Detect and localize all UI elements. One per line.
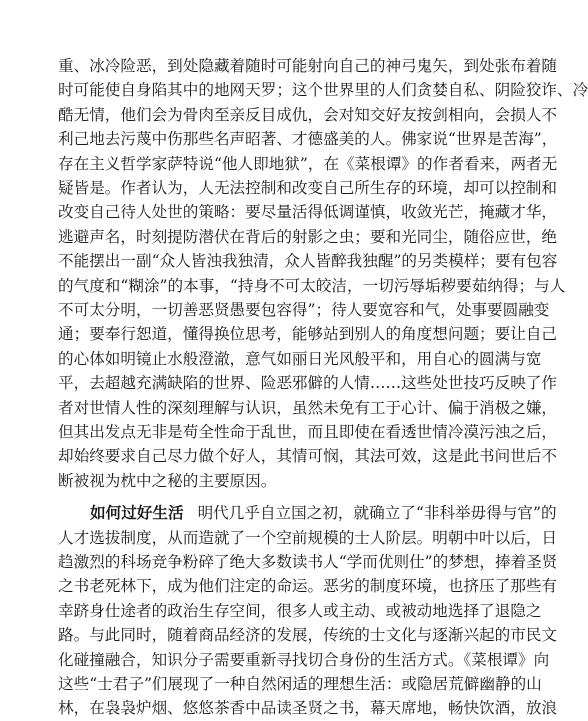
- text-line: 利己地去污蔑中伤那些名声昭著、才德盛美的人。佛家说“世界是苦海”，: [58, 130, 558, 149]
- text-line: 酷无情，他们会为骨肉至亲反目成仇，会对知交好友按剑相向，会损人不: [58, 105, 558, 124]
- text-line: 平，去超越充满缺陷的世界、险恶邪僻的人情……这些处世技巧反映了作: [58, 374, 558, 393]
- text-line: 趋激烈的科场竞争粉碎了绝大多数读书人“学而优则仕”的梦想，捧着圣贤: [58, 553, 558, 571]
- text-line: 改变自己待人处世的策略：要尽量活得低调谨慎，收敛光芒，掩藏才华，: [58, 203, 558, 222]
- section-heading: 如何过好生活: [90, 504, 184, 523]
- text-line: 不能摆出一副“众人皆浊我独清，众人皆醉我独醒”的另类模样；要有包容: [58, 252, 558, 271]
- text-line: 之书老死林下，成为他们注定的命运。恶劣的制度环境，也挤压了那些有: [58, 577, 558, 596]
- text-line: 路。与此同时，随着商品经济的发展，传统的士文化与逐渐兴起的市民文: [58, 626, 558, 645]
- text-line: 通；要奉行恕道，懂得换位思考，能够站到别人的角度想问题；要让自己: [58, 325, 558, 344]
- text-line: 但其出发点无非是苟全性命于乱世，而且即使在看透世情冷漠污浊之后，: [58, 423, 558, 441]
- text-line: 重、冰冷险恶，到处隐藏着随时可能射向自己的神弓鬼矢，到处张布着随: [58, 57, 558, 75]
- text-line: 不可太分明，一切善恶贤愚要包容得”；待人要宽容和气，处事要圆融变: [58, 301, 550, 319]
- text-line: 断被视为枕中之秘的主要原因。: [58, 471, 277, 490]
- text-line: 人才选拔制度，从而造就了一个空前规模的士人阶层。明朝中叶以后，日: [58, 528, 558, 547]
- text-line: 林，在袅袅炉烟、悠悠茶香中品读圣贤之书，幕天席地，畅快饮酒，放浪: [58, 699, 558, 718]
- section-first-line-text: 明代几乎自立国之初，就确立了“非科举毋得与官”的: [197, 504, 557, 523]
- text-line: 的气度和“糊涂”的本事，“持身不可太皎洁，一切污辱垢秽要茹纳得；与人: [58, 276, 566, 295]
- text-line: 时可能使自身陷其中的地网天罗；这个世界里的人们贪婪自私、阴险狡诈、冷: [58, 81, 588, 100]
- text-line: 幸跻身仕途者的政治生存空间，很多人或主动、或被动地选择了退隐之: [58, 601, 542, 620]
- text-line: 却始终要求自己尽力做个好人，其情可悯，其法可效，这是此书问世后不: [58, 447, 558, 466]
- section-first-line: [90, 501, 557, 525]
- text-line: 疑皆是。作者认为，人无法控制和改变自己所生存的环境，却可以控制和: [58, 179, 558, 197]
- text-line: 者对世情人性的深刻理解与认识，虽然未免有工于心计、偏于消极之嫌，: [58, 398, 558, 417]
- text-line: 逃避声名，时刻提防潜伏在背后的射影之虫；要和光同尘，随俗应世，绝: [58, 227, 558, 246]
- text-line: 的心体如明镜止水般澄澈，意气如丽日光风般平和，用自心的圆满与宽: [58, 349, 542, 368]
- text-line: 这些“士君子”们展现了一种自然闲适的理想生活：或隐居荒僻幽静的山: [58, 675, 542, 693]
- text-line: 存在主义哲学家萨特说“他人即地狱”，在《菜根谭》的作者看来，两者无: [58, 154, 558, 173]
- text-line: 化碰撞融合，知识分子需要重新寻找切合身份的生活方式。《菜根谭》向: [58, 650, 550, 669]
